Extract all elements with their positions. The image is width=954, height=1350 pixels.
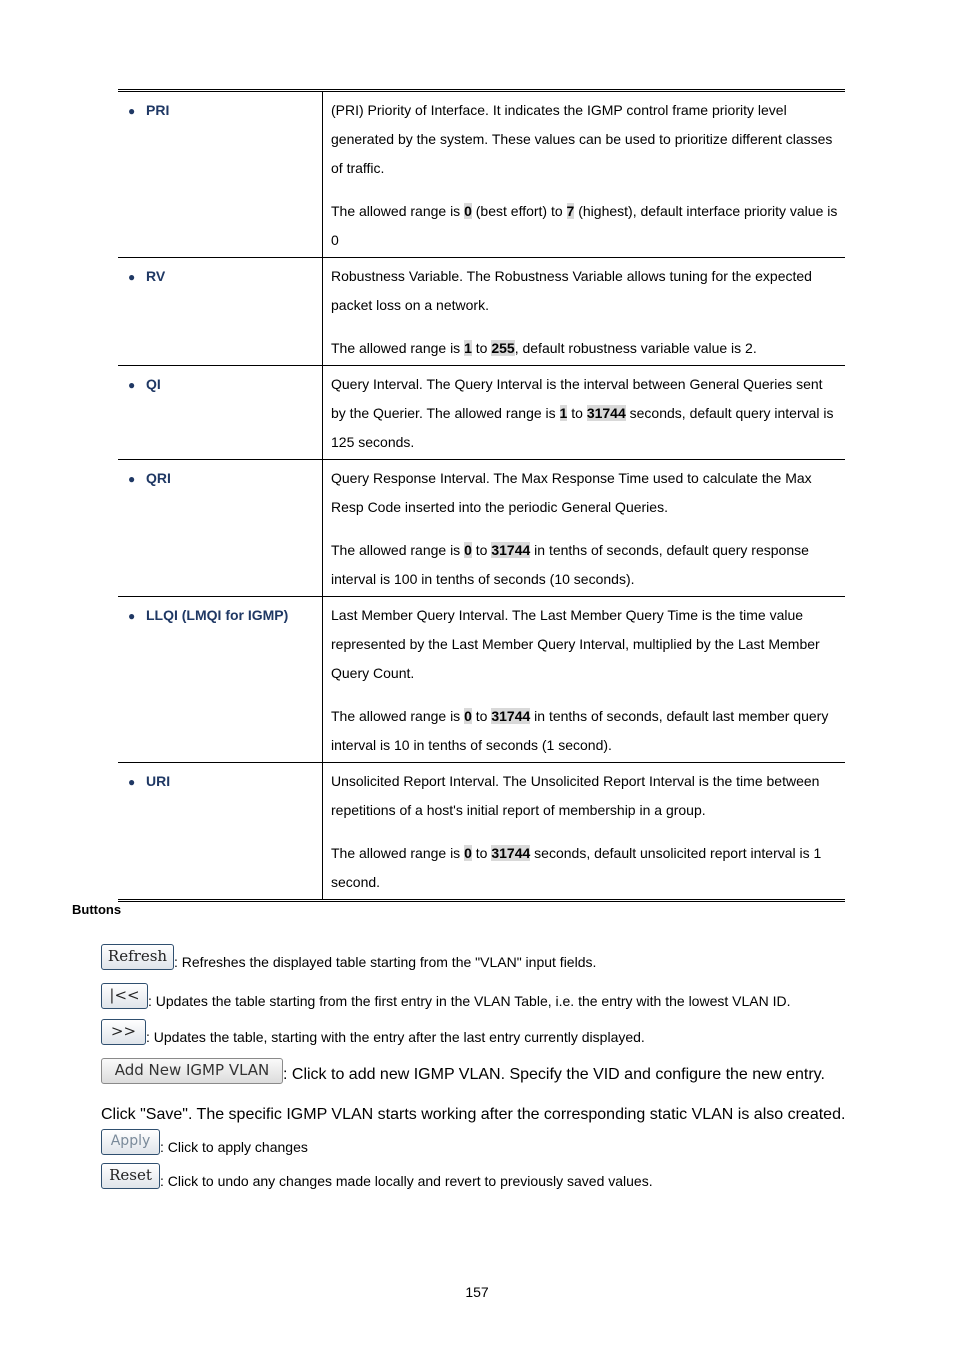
param-name-cell xyxy=(118,91,323,258)
range-max: 31744 xyxy=(491,845,531,861)
description-text: Last Member Query Interval. The Last Member Query Time is the time value represented by the Last Member Query Interval, multiplied by the Last Member Query Count. xyxy=(331,607,820,681)
bullet-icon: ● xyxy=(128,472,136,486)
apply-button[interactable]: Apply xyxy=(101,1129,160,1155)
bullet-icon: ● xyxy=(128,104,136,118)
range-min: 0 xyxy=(464,203,472,219)
range-max: 31744 xyxy=(586,405,626,421)
range-max: 31744 xyxy=(491,708,531,724)
next-page-line xyxy=(101,1019,645,1045)
param-name-cell xyxy=(118,258,323,366)
description-text: Robustness Variable. The Robustness Variable allows tuning for the expected packet loss on a network. xyxy=(331,268,812,313)
bullet-icon: ● xyxy=(128,270,136,284)
first-page-button[interactable]: |<< xyxy=(101,983,148,1009)
param-description xyxy=(323,258,846,366)
next-page-description: : Updates the table, starting with the entry after the last entry currently displayed. xyxy=(146,1029,645,1045)
bullet-icon: ● xyxy=(128,775,136,789)
bullet-icon: ● xyxy=(128,378,136,392)
param-name: RV xyxy=(146,268,166,284)
param-name: QRI xyxy=(146,470,171,486)
param-description xyxy=(323,366,846,460)
description-text: Query Interval. The Query Interval is the interval between General Queries sent by the Querier. The allowed range is 1 to 31744 seconds, default query interval is 125 seconds. xyxy=(331,376,834,450)
add-vlan-description: : Click to add new IGMP VLAN. Specify the VID and configure the new entry. xyxy=(283,1066,825,1083)
first-page-line xyxy=(101,983,791,1009)
param-description xyxy=(323,763,846,901)
apply-description: : Click to apply changes xyxy=(160,1139,308,1155)
reset-button[interactable]: Reset xyxy=(101,1163,160,1189)
description-text: Unsolicited Report Interval. The Unsolicited Report Interval is the time between repetitions of a host's initial report of membership in a group. xyxy=(331,773,820,818)
range-text: The allowed range is 1 to 255, default robustness variable value is 2. xyxy=(331,340,757,356)
range-text: The allowed range is 0 to 31744 in tenths of seconds, default query response interval is 100 in tenths of seconds (10 seconds). xyxy=(331,542,809,587)
range-min: 0 xyxy=(464,708,472,724)
table-row xyxy=(118,763,845,901)
description-text: (PRI) Priority of Interface. It indicates the IGMP control frame priority level generated by the system. These values can be used to prioritize different classes of traffic. xyxy=(331,102,833,176)
param-name: QI xyxy=(146,376,161,392)
save-note: Click "Save". The specific IGMP VLAN starts working after the corresponding static VLAN is also created. xyxy=(101,1106,846,1123)
range-min: 0 xyxy=(464,542,472,558)
range-max: 31744 xyxy=(491,542,531,558)
range-min: 1 xyxy=(464,340,472,356)
range-text: The allowed range is 0 to 31744 seconds, default unsolicited report interval is 1 second. xyxy=(331,845,822,890)
description-text: Query Response Interval. The Max Response Time used to calculate the Max Resp Code inserted into the periodic General Queries. xyxy=(331,470,812,515)
range-min: 0 xyxy=(464,845,472,861)
param-description xyxy=(323,460,846,597)
param-description xyxy=(323,91,846,258)
reset-line xyxy=(101,1163,653,1189)
param-name-cell xyxy=(118,460,323,597)
refresh-line xyxy=(101,944,596,970)
range-max: 7 xyxy=(566,203,575,219)
range-text: The allowed range is 0 to 31744 in tenths of seconds, default last member query interval is 10 in tenths of seconds (1 second). xyxy=(331,708,829,753)
page-number: 157 xyxy=(465,1284,489,1300)
refresh-description: : Refreshes the displayed table starting from the "VLAN" input fields. xyxy=(174,954,597,970)
table-row xyxy=(118,258,845,366)
first-page-description: : Updates the table starting from the first entry in the VLAN Table, i.e. the entry with the lowest VLAN ID. xyxy=(148,993,791,1009)
range-max: 255 xyxy=(491,340,515,356)
table-row xyxy=(118,597,845,763)
bullet-icon: ● xyxy=(128,609,136,623)
param-name: URI xyxy=(146,773,171,789)
next-page-button[interactable]: >> xyxy=(101,1019,146,1045)
refresh-button[interactable]: Refresh xyxy=(101,944,174,970)
parameter-table xyxy=(118,89,845,902)
param-description xyxy=(323,597,846,763)
apply-line xyxy=(101,1129,308,1155)
param-name: PRI xyxy=(146,102,170,118)
range-min: 1 xyxy=(559,405,568,421)
param-name-cell xyxy=(118,597,323,763)
range-text: The allowed range is 0 (best effort) to 7 (highest), default interface priority value is 0 xyxy=(331,203,838,248)
add-new-igmp-vlan-button[interactable]: Add New IGMP VLAN xyxy=(101,1058,283,1084)
param-name-cell xyxy=(118,366,323,460)
param-name-cell xyxy=(118,763,323,901)
add-vlan-line xyxy=(101,1058,825,1084)
buttons-heading: Buttons xyxy=(72,902,122,917)
table-row xyxy=(118,460,845,597)
reset-description: : Click to undo any changes made locally and revert to previously saved values. xyxy=(160,1173,653,1189)
table-row xyxy=(118,91,845,258)
param-name: LLQI (LMQI for IGMP) xyxy=(146,607,289,623)
table-row xyxy=(118,366,845,460)
